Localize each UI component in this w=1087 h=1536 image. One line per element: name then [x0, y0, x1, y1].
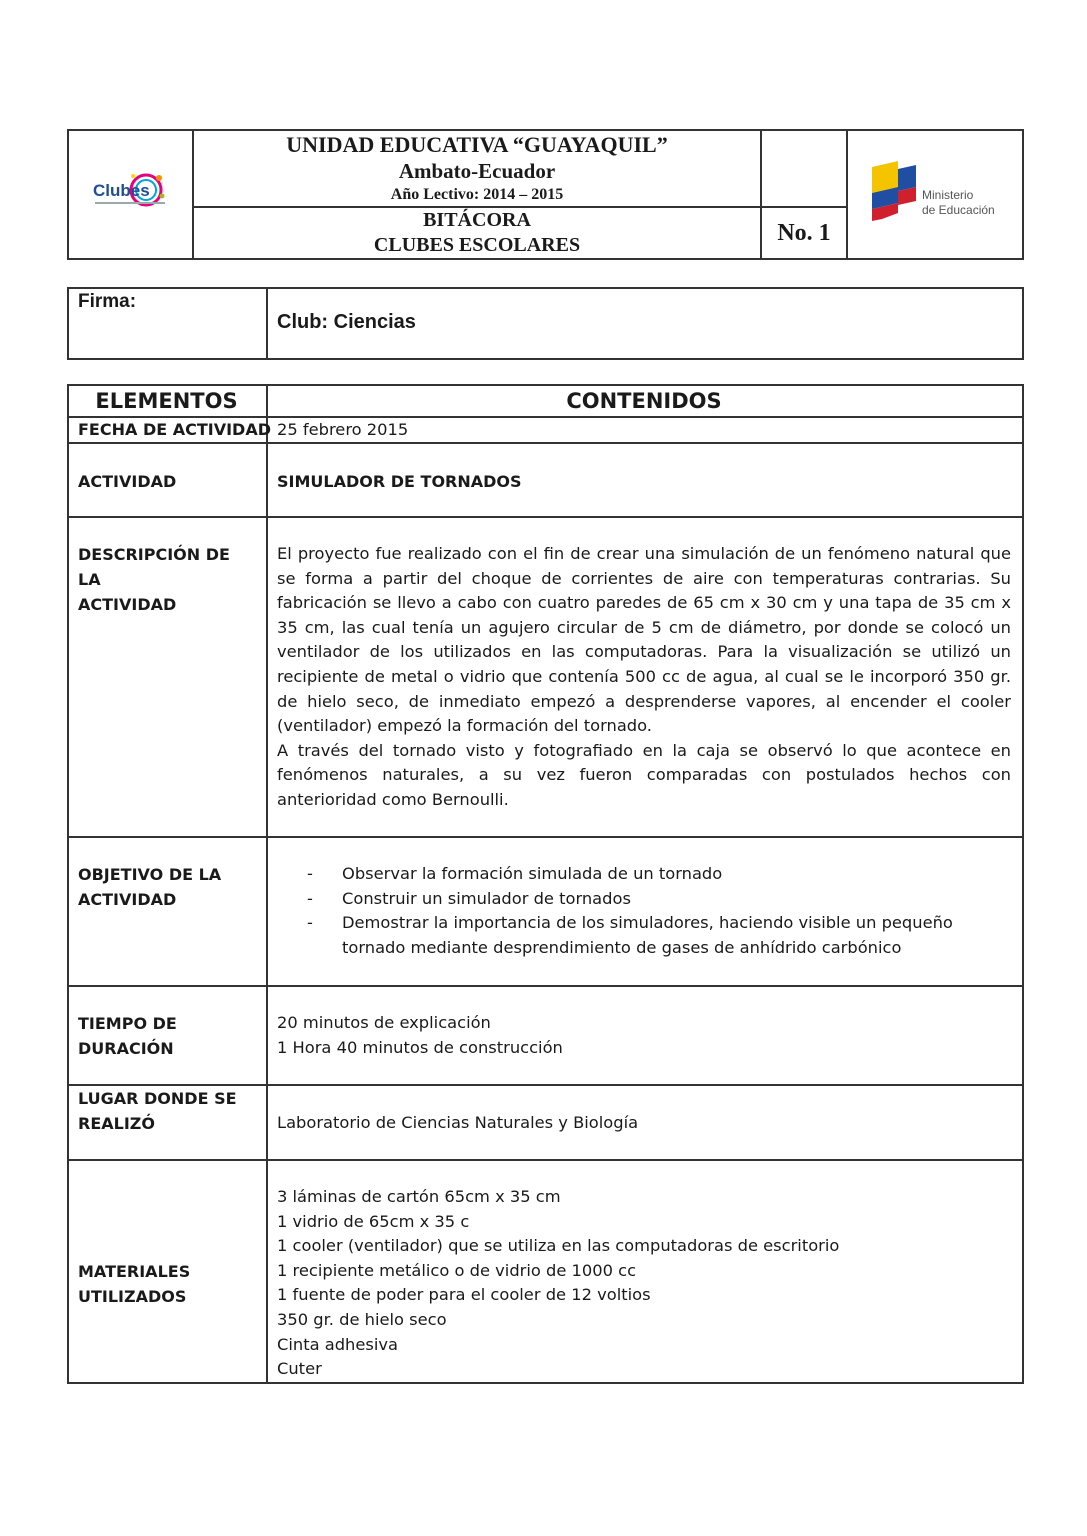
- tiempo-value: [267, 986, 1023, 1085]
- col-contents-header: CONTENIDOS: [267, 385, 1023, 417]
- school-year: Año Lectivo: 2014 – 2015: [390, 186, 564, 203]
- school-name: UNIDAD EDUCATIVA “GUAYAQUIL”: [286, 132, 668, 157]
- lugar-label: [68, 1085, 267, 1160]
- lugar-label-line2: REALIZÓ: [78, 1114, 155, 1133]
- actividad-value: SIMULADOR DE TORNADOS: [267, 443, 1023, 517]
- materiales-label: [68, 1160, 267, 1383]
- descripcion-label-line2: ACTIVIDAD: [78, 595, 177, 614]
- materiales-value: [267, 1160, 1023, 1383]
- tiempo-label: [68, 986, 267, 1085]
- descripcion-label-line1: DESCRIPCIÓN DE LA: [78, 545, 230, 589]
- objetivo-label-line1: OBJETIVO DE LA: [78, 865, 222, 884]
- clubes-logo-text: Clubes: [92, 181, 150, 200]
- ministerio-line2: de Educación: [922, 203, 995, 217]
- material-item: Cuter: [277, 1359, 322, 1379]
- descripcion-label: [68, 517, 267, 837]
- log-title-cell: [193, 207, 761, 259]
- materiales-label-line2: UTILIZADOS: [78, 1287, 187, 1306]
- material-item: Cinta adhesiva: [277, 1334, 399, 1354]
- log-title: BITÁCORA: [423, 209, 531, 231]
- objetivo-item: - Demostrar la importancia de los simuladores, haciendo visible un pequeño tornado mediante desprendimiento de gases de anhídrido carbónico: [307, 911, 962, 960]
- header-table: [67, 129, 1024, 260]
- clubes-logo-icon: [89, 162, 173, 222]
- log-subtitle: CLUBES ESCOLARES: [373, 234, 581, 256]
- fecha-label: FECHA DE ACTIVIDAD: [68, 417, 267, 443]
- material-item: 1 vidrio de 65cm x 35 c: [277, 1211, 470, 1231]
- tiempo-label-line2: DURACIÓN: [78, 1039, 174, 1058]
- header-spacer: [761, 130, 847, 207]
- tiempo-line: 1 Hora 40 minutos de construcción: [277, 1037, 563, 1057]
- ministerio-line1: Ministerio: [922, 188, 974, 202]
- objetivo-label-line2: ACTIVIDAD: [78, 890, 177, 909]
- fecha-value: 25 febrero 2015: [267, 417, 1023, 443]
- descripcion-paragraph-2: A través del tornado visto y fotografiado en la caja se observó lo que acontece en fenómenos naturales, a su vez fueron comparadas con postulados hechos con anterioridad como Bernoulli.: [277, 740, 1011, 809]
- ministerio-logo-cell: [847, 130, 1023, 259]
- objetivo-label: [68, 837, 267, 986]
- objetivo-item: - Observar la formación simulada de un tornado: [307, 862, 962, 887]
- objetivo-value: [267, 837, 1023, 986]
- descripcion-value: [267, 517, 1023, 837]
- col-elements-header: ELEMENTOS: [68, 385, 267, 417]
- material-item: 1 cooler (ventilador) que se utiliza en las computadoras de escritorio: [277, 1236, 840, 1256]
- lugar-label-line1: LUGAR DONDE SE: [78, 1089, 237, 1108]
- activity-table: [67, 384, 1024, 1384]
- signature-table: [67, 287, 1024, 360]
- tiempo-line: 20 minutos de explicación: [277, 1013, 491, 1032]
- clubes-logo-cell: [68, 130, 193, 259]
- firma-label: Firma:: [68, 288, 267, 359]
- school-city: Ambato-Ecuador: [398, 159, 556, 183]
- material-item: 350 gr. de hielo seco: [277, 1309, 447, 1329]
- tiempo-label-line1: TIEMPO DE: [78, 1014, 177, 1033]
- actividad-label: ACTIVIDAD: [68, 443, 267, 517]
- lugar-value: Laboratorio de Ciencias Naturales y Biología: [267, 1085, 1023, 1160]
- objetivo-item: - Construir un simulador de tornados: [307, 887, 962, 912]
- material-item: 1 recipiente metálico o de vidrio de 1000 cc: [277, 1260, 637, 1280]
- descripcion-paragraph-1: El proyecto fue realizado con el fin de crear una simulación de un fenómeno natural que se forma a partir del choque de corrientes de aire con temperaturas contrarias. Su fabricación se llevo a cabo con cuatro paredes de 65 cm x 30 cm y una tapa de 35 cm x 35 cm, las cual tenía un agujero circular de 5 cm de diámetro, por donde se colocó un ventilador de los utilizados en las computadoras. Para la visualización se utilizó un recipiente de metal o vidrio que contenía 500 cc de agua, al cual se le incorporó 350 gr. de hielo seco, de inmediato empezó a desprenderse vapores, al encender el cooler (ventilador) empezó la formación del tornado.: [277, 544, 1011, 736]
- materiales-label-line1: MATERIALES: [78, 1262, 191, 1281]
- objetivo-list: [277, 862, 962, 960]
- school-info-cell: [193, 130, 761, 207]
- club-label: Club: Ciencias: [267, 288, 1023, 359]
- log-number: No. 1: [761, 207, 847, 259]
- material-item: 3 láminas de cartón 65cm x 35 cm: [277, 1187, 561, 1206]
- ministerio-logo-icon: [860, 157, 1010, 227]
- material-item: 1 fuente de poder para el cooler de 12 voltios: [277, 1285, 651, 1305]
